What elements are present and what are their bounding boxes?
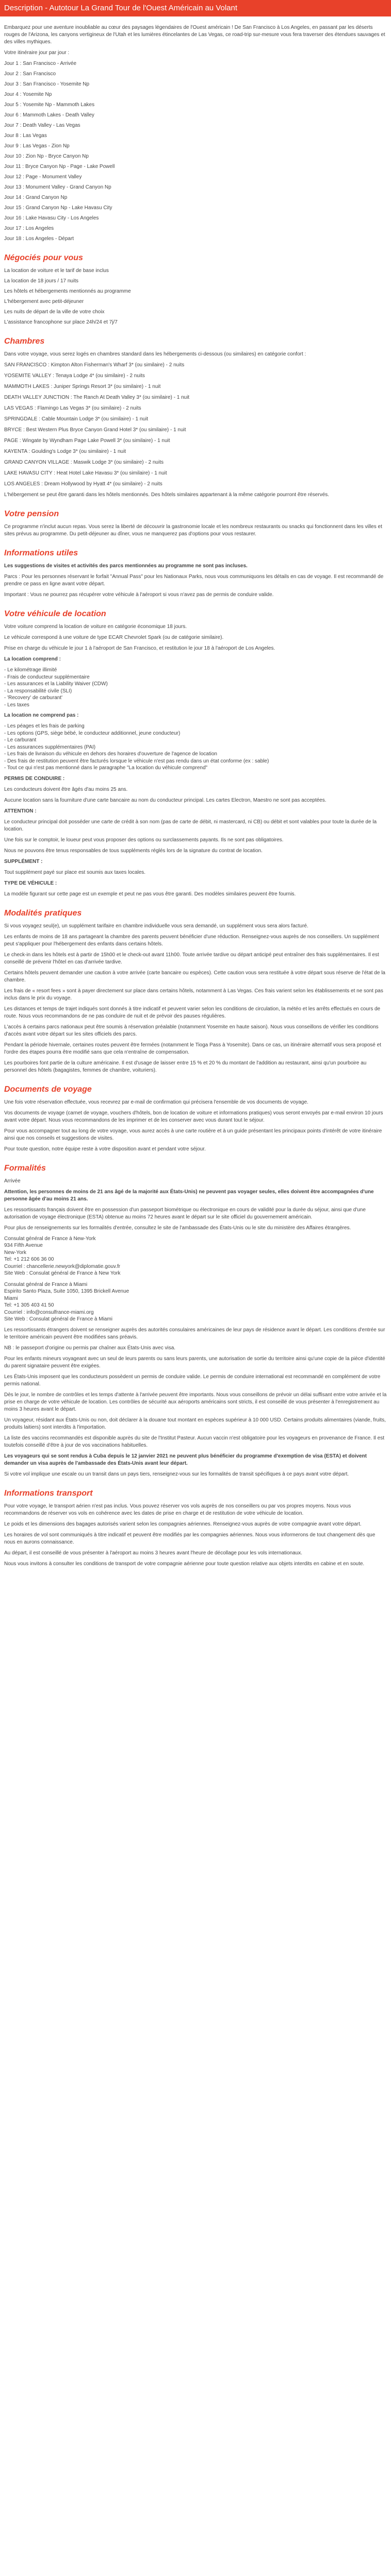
excludes-item: - Les péages et les frais de parking xyxy=(4,723,85,729)
consulate-address: 934 Fifth Avenue xyxy=(4,1243,43,1248)
info-item: Les suggestions de visites et activités des parcs mentionnées au programme ne sont pas incluses. xyxy=(4,563,248,569)
consulate-website-link[interactable]: Site Web : Consulat général de France à Miami xyxy=(4,1316,112,1322)
hotel-item: YOSEMITE VALLEY : Tenaya Lodge 4* (ou similaire) - 2 nuits xyxy=(4,373,145,379)
intro-lead: Embarquez pour une aventure inoubliable au cœur des paysages légendaires de l'Ouest américain ! De San Francisco à Los Angeles, en passant par les déserts rouges de l'Arizona, les canyons vertigineux de l'Utah et les lumières étincelantes de Las Vegas, ce road-trip sur-mesure vous fera traverser des étendues sauvages et des villes mythiques. xyxy=(4,25,385,45)
modalites-paragraph: Les frais de « resort fees » sont à payer directement sur place dans certains hôtels, notamment à Las Vegas. Ces frais varient selon les établissements et ne sont pas inclus dans le prix du voyage. xyxy=(4,988,383,1001)
itinerary-day: Jour 15 : Grand Canyon Np - Lake Havasu City xyxy=(4,205,112,211)
vehicule-pickup: Prise en charge du véhicule le jour 1 à l'aéroport de San Francisco, et restitution le jour 18 à l'aéroport de Los Angeles. xyxy=(4,646,275,651)
chambres-lead: Dans votre voyage, vous serez logés en chambres standard dans les hébergements ci-dessous (ou similaires) en catégorie confort : xyxy=(4,351,306,357)
supplement-text: Tout supplément payé sur place est soumis aux taxes locales. xyxy=(4,869,146,875)
formalites-lead: Arrivée xyxy=(4,1178,21,1184)
itinerary-intro: Votre itinéraire jour par jour : xyxy=(4,50,70,56)
formalites-paragraph: Si votre vol implique une escale ou un transit dans un pays tiers, renseignez-vous sur les formalités de transit spécifiques à ce pays avant votre départ. xyxy=(4,1471,349,1477)
excludes-item: - Les assurances supplémentaires (PAI) xyxy=(4,744,96,750)
modalites-paragraph: Pendant la période hivernale, certaines routes peuvent être fermées (notamment le Tioga Pass à Yosemite). Dans ce cas, un itinéraire alternatif vous sera proposé et l'ordre des étapes pourra être modifié sans que cela n'entraîne de compensation. xyxy=(4,1042,381,1055)
itinerary-day: Jour 7 : Death Valley - Las Vegas xyxy=(4,123,80,128)
consulate-miami xyxy=(4,1281,387,1323)
consulate-name: Consulat général de France à Miami xyxy=(4,1281,88,1287)
documents-paragraph: Vos documents de voyage (carnet de voyage, vouchers d'hôtels, bon de location de voiture et informations pratiques) vous seront envoyés par e-mail environ 10 jours avant votre départ. Nous vous recommandons de les imprimer et de les conserver avec vous durant tout le séjour. xyxy=(4,1110,383,1123)
hotel-item: DEATH VALLEY JUNCTION : The Ranch At Death Valley 3* (ou similaire) - 1 nuit xyxy=(4,395,190,400)
itinerary-day: Jour 16 : Lake Havasu City - Los Angeles xyxy=(4,215,99,221)
type-title: TYPE DE VÉHICULE : xyxy=(4,880,57,886)
included-item: Les nuits de départ de la ville de votre choix xyxy=(4,309,105,315)
hotel-item: LAKE HAVASU CITY : Heat Hotel Lake Havasu 3* (ou similaire) - 1 nuit xyxy=(4,470,167,476)
hotel-item: PAGE : Wingate by Wyndham Page Lake Powell 3* (ou similaire) - 1 nuit xyxy=(4,438,170,444)
permis-text: Les conducteurs doivent être âgés d'au moins 25 ans. xyxy=(4,786,128,792)
modalites-paragraph: Les pourboires font partie de la culture américaine. Il est d'usage de laisser entre 15 % et 20 % du montant de l'addition au restaurant, ainsi qu'un pourboire au personnel des hôtels (bagagistes, femmes de chambre, voituriers). xyxy=(4,1060,367,1073)
included-item: La location de voiture et le tarif de base inclus xyxy=(4,268,109,274)
consulate-phone: Tel: +1 212 606 36 00 xyxy=(4,1257,54,1262)
section-title-infos-utiles: Informations utiles xyxy=(4,549,78,557)
includes-item: - Les taxes xyxy=(4,702,29,708)
formalites-paragraph: Les ressortissants français doivent être en possession d'un passeport biométrique ou électronique en cours de validité pour la durée du séjour, ainsi que d'une autorisation de voyage électronique (ESTA) obtenue au moins 72 heures avant le départ sur le site officiel du gouvernement américain. xyxy=(4,1207,366,1220)
negocies-list xyxy=(4,267,387,326)
page-title: Description - Autotour La Grand Tour de l'Ouest Américain au Volant xyxy=(0,0,391,16)
info-item: Parcs : Pour les personnes réservant le forfait "Annual Pass" pour les Nationaux Parks, nous vous communiquons les détails en cas de voyage. Il est recommandé de prendre ce pass en ligne avant votre départ. xyxy=(4,574,384,587)
excludes-item: - Tout ce qui n'est pas mentionné dans le paragraphe "La location du véhicule comprend" xyxy=(4,765,208,771)
itinerary-day: Jour 1 : San Francisco - Arrivée xyxy=(4,61,77,66)
vehicule-excludes-title: La location ne comprend pas : xyxy=(4,713,79,718)
itinerary-day: Jour 9 : Las Vegas - Zion Np xyxy=(4,143,70,149)
hotel-item: BRYCE : Best Western Plus Bryce Canyon Grand Hotel 3* (ou similaire) - 1 nuit xyxy=(4,427,186,433)
consulate-new-york xyxy=(4,1235,387,1277)
section-title-vehicule: Votre véhicule de location xyxy=(4,609,106,618)
includes-item: - La responsabilité civile (SLI) xyxy=(4,688,72,694)
consulate-city: Miami xyxy=(4,1295,18,1301)
consulate-website-link[interactable]: Site Web : Consulat général de France à New York xyxy=(4,1270,121,1276)
consulate-address: Espirito Santo Plaza, Suite 1050, 1395 Brickell Avenue xyxy=(4,1289,129,1294)
excludes-item: - Le carburant xyxy=(4,737,37,743)
content xyxy=(0,16,391,1568)
modalites-paragraph: Certains hôtels peuvent demander une caution à votre arrivée (carte bancaire ou espèces). Cette caution vous sera restituée à votre départ sous réserve de l'état de la chambre. xyxy=(4,970,385,983)
itinerary-day: Jour 12 : Page - Monument Valley xyxy=(4,174,82,180)
vehicule-includes-title: La location comprend : xyxy=(4,656,61,662)
section-title-transport: Informations transport xyxy=(4,1488,93,1498)
itinerary-day: Jour 14 : Grand Canyon Np xyxy=(4,195,68,200)
transport-paragraph: Le poids et les dimensions des bagages autorisés varient selon les compagnies aériennes. Renseignez-vous auprès de votre compagnie avant votre départ. xyxy=(4,1521,362,1527)
attention-text-3: Nous ne pouvons être tenus responsables de tous suppléments réglés lors de la signature du contrat de location. xyxy=(4,848,263,854)
included-item: L'hébergement avec petit-déjeuner xyxy=(4,299,84,304)
hotel-list xyxy=(4,362,387,488)
itinerary-day: Jour 5 : Yosemite Np - Mammoth Lakes xyxy=(4,102,95,108)
permis-title: PERMIS DE CONDUIRE : xyxy=(4,775,65,782)
formalites-paragraph: Attention, les personnes de moins de 21 ans âgé de la majorité aux États-Unis) ne peuvent pas voyager seules, elles doivent être accompagnées d'une personne âgée d'au moins 21 ans. xyxy=(4,1189,374,1202)
caution-text: Aucune location sans la fourniture d'une carte bancaire au nom du conducteur principal. Les cartes Electron, Maestro ne sont pas acceptées. xyxy=(4,797,327,803)
formalites-paragraph: Pour les enfants mineurs voyageant avec un seul de leurs parents ou sans leurs parents, une autorisation de sortie du territoire ainsi qu'une copie de la pièce d'identité du parent signataire peuvent être exigées. xyxy=(4,1355,385,1369)
attention-title: ATTENTION : xyxy=(4,808,37,814)
hotel-item: GRAND CANYON VILLAGE : Maswik Lodge 3* (ou similaire) - 2 nuits xyxy=(4,460,164,465)
formalites-paragraph: Les voyageurs qui se sont rendus à Cuba depuis le 12 janvier 2021 ne peuvent plus bénéficier du programme d'exemption de visa (ESTA) et doivent demander un visa auprès de l'ambassade des États-Unis avant leur départ. xyxy=(4,1453,367,1466)
itinerary-day: Jour 18 : Los Angeles - Départ xyxy=(4,236,74,242)
section-title-chambres: Chambres xyxy=(4,337,45,346)
documents-paragraph: Pour toute question, notre équipe reste à votre disposition avant et pendant votre séjour. xyxy=(4,1146,206,1152)
includes-item: - 'Recovery' de carburant' xyxy=(4,695,62,701)
vehicule-includes-list xyxy=(4,667,387,708)
section-title-documents: Documents de voyage xyxy=(4,1084,92,1094)
includes-item: - Le kilométrage illimité xyxy=(4,667,57,673)
included-item: Les hôtels et hébergements mentionnés au programme xyxy=(4,289,131,294)
included-item: L'assistance francophone sur place 24h/24 et 7j/7 xyxy=(4,319,118,325)
formalites-paragraph: Dès le jour, le nombre de contrôles et les temps d'attente à l'arrivée peuvent être importants. Nous vous conseillons de prévoir un délai suffisant entre votre arrivée et la prise en charge de votre véhicule de location. Les contrôles de sécurité aux aéroports américains sont stricts, il est conseillé de vous présenter à l'enregistrement au moins 3 heures avant le départ. xyxy=(4,1392,387,1412)
attention-text-2: Une fois sur le comptoir, le loueur peut vous proposer des options ou surclassements payants. Ils ne sont pas obligatoires. xyxy=(4,837,284,843)
formalites-paragraph: La liste des vaccins recommandés est disponible auprès du site de l'Institut Pasteur. Aucun vaccin n'est obligatoire pour les voyageurs en provenance de France. Il est toutefois conseillé d'être à jour de vos vaccinations habituelles. xyxy=(4,1435,385,1448)
pension-text: Ce programme n'inclut aucun repas. Vous serez la liberté de découvrir la gastronomie locale et les nombreux restaurants ou snacks qui fonctionnent dans les villes et sites prévus au programme. Du petit-déjeuner au dîner, vous ne manquerez pas d'options pour vous restaurer. xyxy=(4,524,382,537)
itinerary-day: Jour 6 : Mammoth Lakes - Death Valley xyxy=(4,112,94,118)
modalites-paragraph: Les distances et temps de trajet indiqués sont donnés à titre indicatif et peuvent varier selon les conditions de circulation, la météo et les arrêts effectués en cours de route. Nous vous recommandons de ne pas conduire de nuit et de prévoir des pauses régulières. xyxy=(4,1006,381,1019)
documents-paragraph: Une fois votre réservation effectuée, vous recevrez par e-mail de confirmation qui précisera l'ensemble de vos documents de voyage. xyxy=(4,1099,308,1105)
hotel-item: LOS ANGELES : Dream Hollywood by Hyatt 4* (ou similaire) - 2 nuits xyxy=(4,481,162,487)
itinerary-day: Jour 10 : Zion Np - Bryce Canyon Np xyxy=(4,154,89,159)
itinerary-day: Jour 13 : Monument Valley - Grand Canyon Np xyxy=(4,184,111,190)
vehicule-lead: Votre voiture comprend la location de voiture en catégorie économique 18 jours. xyxy=(4,624,187,630)
includes-item: - Frais de conducteur supplémentaire xyxy=(4,674,90,680)
section-title-modalites: Modalités pratiques xyxy=(4,908,82,918)
excludes-item: - Les frais de livraison du véhicule en dehors des horaires d'ouverture de l'agence de location xyxy=(4,751,217,757)
hotel-item: KAYENTA : Goulding's Lodge 3* (ou similaire) - 1 nuit xyxy=(4,449,126,454)
attention-text: Le conducteur principal doit posséder une carte de crédit à son nom (pas de carte de débit, ni mastercard, ni CB) ou débit et sont valables pour toute la durée de la location. xyxy=(4,819,377,832)
itinerary-list xyxy=(4,60,387,243)
consulate-email: Courriel : info@consulfrance-miami.org xyxy=(4,1309,94,1315)
transport-paragraph: Pour votre voyage, le transport aérien n'est pas inclus. Vous pouvez réserver vos vols auprès de nos conseillers ou par vos propres moyens. Nous vous recommandons de réserver vos vols en cohérence avec les dates de prise en charge et de restitution de votre véhicule de location. xyxy=(4,1503,351,1516)
transport-paragraph: Les horaires de vol sont communiqués à titre indicatif et peuvent être modifiés par les compagnies aériennes. Nous vous informerons de tout changement dès que nous en aurons connaissance. xyxy=(4,1532,376,1545)
consulate-city: New-York xyxy=(4,1249,26,1256)
hotel-item: SAN FRANCISCO : Kimpton Alton Fisherman's Wharf 3* (ou similaire) - 2 nuits xyxy=(4,362,185,368)
section-title-pension: Votre pension xyxy=(4,510,59,518)
supplement-title: SUPPLÉMENT : xyxy=(4,858,43,865)
itinerary-day: Jour 8 : Las Vegas xyxy=(4,133,47,139)
vehicule-model: Le véhicule correspond à une voiture de type ECAR Chevrolet Spark (ou de catégorie similaire). xyxy=(4,635,224,640)
chambres-note: L'hébergement se peut être garanti dans les hôtels mentionnés. Des hôtels similaires appartenant à la même catégorie pourront être réservés. xyxy=(4,492,330,498)
excludes-item: - Les options (GPS, siège bébé, le conducteur additionnel, jeune conducteur) xyxy=(4,730,181,736)
section-title-negocies: Négociés pour vous xyxy=(4,253,83,262)
itinerary-day: Jour 11 : Bryce Canyon Np - Page - Lake Powell xyxy=(4,164,115,170)
itinerary-day: Jour 4 : Yosemite Np xyxy=(4,92,52,97)
modalites-paragraph: L'accès à certains parcs nationaux peut être soumis à réservation préalable (notamment Yosemite en haute saison). Nous vous conseillons de vérifier les conditions d'accès avant votre départ sur les sites officiels des parcs. xyxy=(4,1024,379,1037)
formalites-paragraph: Un voyageur, résidant aux États-Unis ou non, doit déclarer à la douane tout montant en espèces supérieur à 10 000 USD. Certains produits alimentaires (viande, fruits, produits laitiers) sont interdits à l'importation. xyxy=(4,1417,386,1430)
transport-paragraph: Au départ, il est conseillé de vous présenter à l'aéroport au moins 3 heures avant l'heure de décollage pour les vols internationaux. xyxy=(4,1550,303,1556)
vehicule-excludes-list xyxy=(4,723,387,772)
included-item: La location de 18 jours / 17 nuits xyxy=(4,278,78,284)
hotel-item: MAMMOTH LAKES : Juniper Springs Resort 3* (ou similaire) - 1 nuit xyxy=(4,384,161,389)
transport-paragraph: Nous vous invitons à consulter les conditions de transport de votre compagnie aérienne pour toute question relative aux objets interdits en cabine et en soute. xyxy=(4,1561,365,1567)
hotel-item: LAS VEGAS : Flamingo Las Vegas 3* (ou similaire) - 2 nuits xyxy=(4,405,141,411)
info-item: Important : Vous ne pourrez pas récupérer votre véhicule à l'aéroport si vous n'avez pas de permis de conduire valide. xyxy=(4,592,274,598)
formalites-paragraph: NB : le passeport d'origine ou permis par chaîner aux États-Unis avec visa. xyxy=(4,1345,176,1351)
modalites-paragraph: Les enfants de moins de 18 ans partageant la chambre des parents peuvent bénéficier d'une réduction. Renseignez-vous auprès de nos conseillers. Un supplément peut s'appliquer pour l'hébergement des enfants dans certains hôtels. xyxy=(4,934,379,947)
itinerary-day: Jour 2 : San Francisco xyxy=(4,71,56,77)
section-title-formalites: Formalités xyxy=(4,1163,46,1173)
modalites-paragraph: Le check-in dans les hôtels est à partir de 15h00 et le check-out avant 11h00. Toute arrivée tardive ou départ anticipé peut entraîner des frais supplémentaires. Il est conseillé de prévenir l'hôtel en cas d'arrivée tardive. xyxy=(4,952,379,965)
formalites-paragraph: Pour plus de renseignements sur les formalités d'entrée, consultez le site de l'ambassade des États-Unis ou le site du ministère des Affaires étrangères. xyxy=(4,1225,351,1231)
itinerary-day: Jour 17 : Los Angeles xyxy=(4,226,54,231)
formalites-paragraph: Les États-Unis imposent que les conducteurs possèdent un permis de conduire valide. Le permis de conduire international est recommandé en complément de votre permis national. xyxy=(4,1374,381,1387)
includes-item: - Les assurances et la Liability Waiver (CDW) xyxy=(4,681,108,687)
consulate-phone: Tel: +1 305 403 41 50 xyxy=(4,1302,54,1308)
type-text: La modèle figurant sur cette page est un exemple et peut ne pas vous être garanti. Des modèles similaires peuvent être fournis. xyxy=(4,891,296,897)
consulate-name: Consulat général de France à New-York xyxy=(4,1235,96,1242)
documents-paragraph: Pour vous accompagner tout au long de votre voyage, vous aurez accès à une carte routière et à un guide présentant les principaux points d'intérêt de votre itinéraire ainsi que nos conseils et suggestions de visites. xyxy=(4,1128,382,1141)
itinerary-day: Jour 3 : San Francisco - Yosemite Np xyxy=(4,81,90,87)
modalites-paragraph: Si vous voyagez seul(e), un supplément tarifaire en chambre individuelle vous sera demandé, un supplément vous sera alors facturé. xyxy=(4,923,308,929)
hotel-item: SPRINGDALE : Cable Mountain Lodge 3* (ou similaire) - 1 nuit xyxy=(4,416,149,422)
excludes-item: - Des frais de restitution peuvent être facturés lorsque le véhicule n'est pas rendu dans un état conforme (ex : sable) xyxy=(4,758,269,764)
formalites-paragraph: Les ressortissants étrangers doivent se renseigner auprès des autorités consulaires américaines de leur pays de résidence avant le départ. Les conditions d'entrée sur le territoire américain peuvent être modifiées sans préavis. xyxy=(4,1327,385,1340)
consulate-email: Courriel : chancellerie.newyork@diplomatie.gouv.fr xyxy=(4,1263,121,1269)
